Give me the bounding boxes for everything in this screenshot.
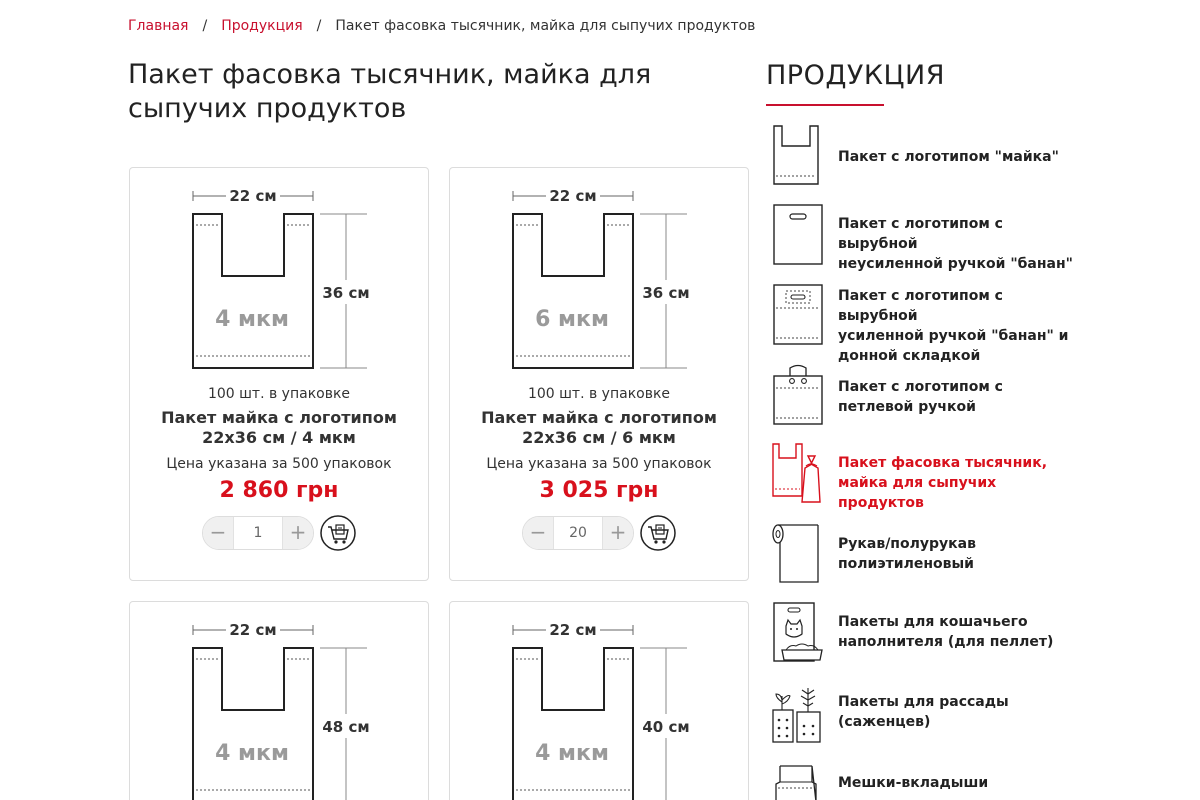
- tshirt-bag-icon: [770, 124, 826, 186]
- product-card: [129, 601, 429, 800]
- product-price: 2 860 грн: [219, 478, 339, 503]
- bag-height-label: 48 см: [322, 718, 370, 736]
- quantity-stepper[interactable]: [202, 516, 314, 550]
- sidebar-item-label: Пакеты для рассады (саженцев): [838, 694, 1009, 730]
- sidebar-item-label: Пакет с логотипом с вырубной усиленной ручкой "банан" и донной складкой: [838, 288, 1069, 364]
- breadcrumb-current: Пакет фасовка тысячник, майка для сыпучих продуктов: [335, 18, 756, 34]
- sidebar-item-cat-litter-bag[interactable]: [770, 602, 1080, 672]
- sidebar-item-film-roll[interactable]: [770, 522, 1080, 592]
- product-name[interactable]: Пакет майка с логотипом 22х36 см / 4 мкм: [161, 408, 397, 447]
- cat-litter-bag-icon: [770, 602, 826, 664]
- quantity-input[interactable]: 1: [233, 517, 283, 549]
- breadcrumb-separator: /: [316, 18, 322, 34]
- sidebar-item-liner-sack[interactable]: [770, 762, 1080, 800]
- product-card: [449, 601, 749, 800]
- bag-width-label: 22 см: [549, 187, 597, 205]
- sidebar-item-loop-handle-bag[interactable]: [770, 364, 1080, 434]
- breadcrumb-separator: /: [202, 18, 208, 34]
- bag-height-label: 36 см: [642, 284, 690, 302]
- bag-dimension-diagram: [490, 616, 710, 800]
- seedling-bag-icon: [770, 682, 826, 744]
- bag-dimension-diagram: [170, 182, 390, 382]
- sidebar-item-label: Пакет с логотипом с вырубной неусиленной ручкой "банан": [838, 216, 1073, 272]
- liner-sack-icon: [770, 762, 826, 800]
- bulk-bag-icon: [770, 442, 826, 504]
- film-roll-icon: [770, 522, 826, 584]
- sidebar-item-label: Пакет фасовка тысячник, майка для сыпучих продуктов: [838, 455, 1048, 511]
- quantity-decrease-button[interactable]: −: [523, 517, 553, 549]
- bag-width-label: 22 см: [229, 187, 277, 205]
- sidebar-item-tshirt-bag[interactable]: [770, 124, 1080, 194]
- add-to-cart-icon[interactable]: [640, 515, 676, 551]
- sidebar-item-bulk-bag[interactable]: [770, 442, 1080, 512]
- quantity-increase-button[interactable]: +: [603, 517, 633, 549]
- bag-thickness-label: 4 мкм: [215, 741, 289, 766]
- product-name[interactable]: Пакет майка с логотипом 22х36 см / 6 мкм: [481, 408, 717, 447]
- pack-count: 100 шт. в упаковке: [207, 386, 351, 402]
- product-card: [449, 167, 749, 581]
- sidebar-item-die-cut-bag[interactable]: [770, 204, 1080, 274]
- reinforced-bag-icon: [770, 284, 826, 346]
- product-card: [129, 167, 429, 581]
- bag-thickness-label: 6 мкм: [535, 307, 609, 332]
- bag-height-label: 40 см: [642, 718, 690, 736]
- sidebar-title: ПРОДУКЦИЯ: [766, 60, 945, 91]
- sidebar-item-label: Рукав/полурукав полиэтиленовый: [838, 536, 976, 572]
- product-price: 3 025 грн: [539, 478, 659, 503]
- breadcrumb: [128, 18, 755, 34]
- bag-dimension-diagram: [490, 182, 710, 382]
- bag-width-label: 22 см: [229, 621, 277, 639]
- pack-count: 100 шт. в упаковке: [527, 386, 671, 402]
- sidebar-item-reinforced-bag[interactable]: [770, 284, 1080, 364]
- bag-thickness-label: 4 мкм: [535, 741, 609, 766]
- bag-height-label: 36 см: [322, 284, 370, 302]
- breadcrumb-home-link[interactable]: Главная: [128, 18, 189, 34]
- quantity-input[interactable]: 20: [553, 517, 603, 549]
- sidebar-item-label: Пакеты для кошачьего наполнителя (для пеллет): [838, 614, 1054, 650]
- price-note: Цена указана за 500 упаковок: [486, 456, 712, 472]
- bag-dimension-diagram: [170, 616, 390, 800]
- quantity-increase-button[interactable]: +: [283, 517, 313, 549]
- sidebar-item-label: Пакет с логотипом "майка": [838, 149, 1059, 165]
- die-cut-bag-icon: [770, 204, 826, 266]
- price-note: Цена указана за 500 упаковок: [166, 456, 392, 472]
- sidebar-item-label: Пакет с логотипом с петлевой ручкой: [838, 379, 1003, 415]
- bag-thickness-label: 4 мкм: [215, 307, 289, 332]
- page-title: Пакет фасовка тысячник, майка для сыпучих продуктов: [128, 59, 652, 124]
- bag-width-label: 22 см: [549, 621, 597, 639]
- sidebar-item-seedling-bag[interactable]: [770, 682, 1080, 752]
- sidebar-title-underline: [766, 104, 884, 106]
- loop-handle-bag-icon: [770, 364, 826, 426]
- breadcrumb-products-link[interactable]: Продукция: [221, 18, 303, 34]
- sidebar-item-label: Мешки-вкладыши: [838, 775, 989, 791]
- add-to-cart-icon[interactable]: [320, 515, 356, 551]
- quantity-decrease-button[interactable]: −: [203, 517, 233, 549]
- quantity-stepper[interactable]: [522, 516, 634, 550]
